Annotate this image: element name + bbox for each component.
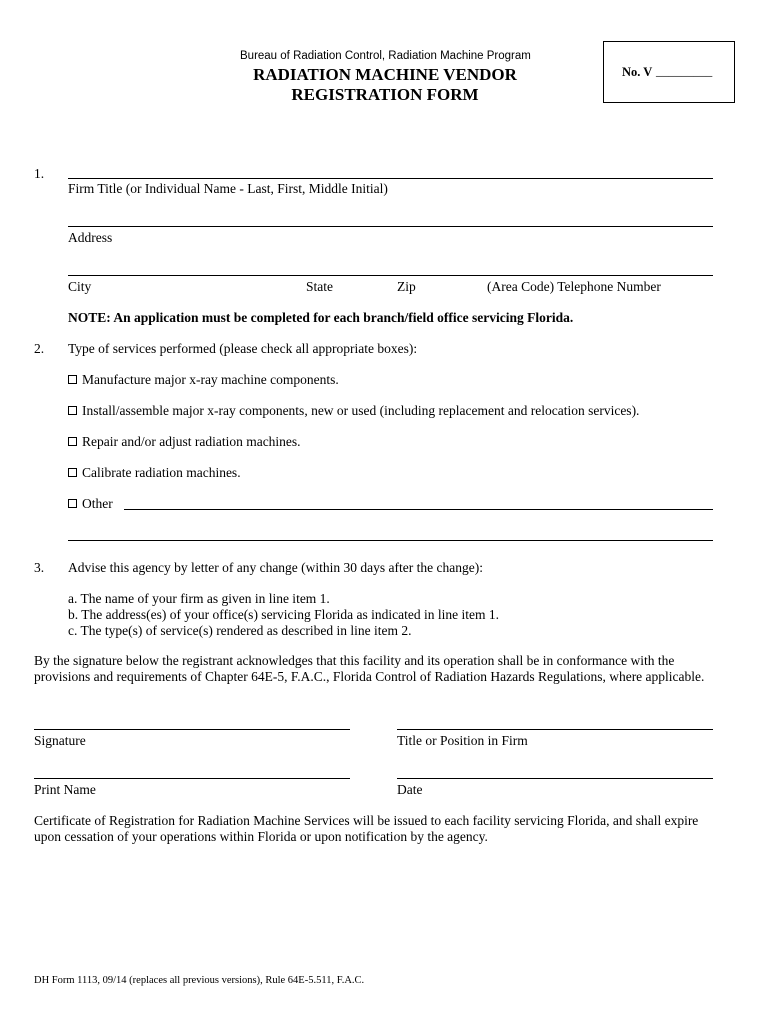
change-item-b: b. The address(es) of your office(s) servicing Florida as indicated in line item 1.	[68, 607, 500, 622]
phone-label: (Area Code) Telephone Number	[487, 279, 661, 294]
form-title-line1: RADIATION MACHINE VENDOR	[253, 65, 517, 84]
section-1-number: 1.	[34, 166, 45, 181]
address-label: Address	[68, 230, 113, 245]
signature-label: Signature	[34, 733, 86, 748]
acknowledgement-line2: provisions and requirements of Chapter 64E-5, F.A.C., Florida Control of Radiation Hazards Regulations, where applicable.	[34, 669, 705, 684]
date-input[interactable]	[397, 778, 713, 779]
service-option-calibrate[interactable]: Calibrate radiation machines.	[68, 465, 241, 481]
city-label: City	[68, 279, 92, 294]
print-name-input[interactable]	[34, 778, 350, 779]
change-notice-heading: Advise this agency by letter of any change (within 30 days after the change):	[68, 560, 483, 575]
city-state-zip-phone-input[interactable]	[68, 275, 713, 276]
service-option-other[interactable]: Other	[68, 496, 113, 512]
service-option-install[interactable]: Install/assemble major x-ray components, new or used (including replacement and relocation services).	[68, 403, 639, 419]
registration-number-label: No. V	[622, 65, 653, 79]
acknowledgement-line1: By the signature below the registrant acknowledges that this facility and its operation shall be in conformance with the	[34, 653, 675, 668]
section-2-number: 2.	[34, 341, 45, 356]
section-3-number: 3.	[34, 560, 45, 575]
certificate-line1: Certificate of Registration for Radiation Machine Services will be issued to each facility servicing Florida, and shall expire	[34, 813, 699, 828]
title-label: Title or Position in Firm	[397, 733, 528, 748]
firm-title-label: Firm Title (or Individual Name - Last, First, Middle Initial)	[68, 181, 388, 196]
checkbox-icon[interactable]	[68, 437, 77, 446]
address-input[interactable]	[68, 226, 713, 227]
date-label: Date	[397, 782, 423, 797]
service-option-manufacture[interactable]: Manufacture major x-ray machine components.	[68, 372, 339, 388]
form-footer: DH Form 1113, 09/14 (replaces all previous versions), Rule 64E-5.511, F.A.C.	[34, 975, 365, 986]
services-heading: Type of services performed (please check all appropriate boxes):	[68, 341, 418, 356]
form-title-line2: REGISTRATION FORM	[291, 85, 479, 104]
change-item-a: a. The name of your firm as given in line item 1.	[68, 591, 330, 606]
signature-input[interactable]	[34, 729, 350, 730]
bureau-name: Bureau of Radiation Control, Radiation Machine Program	[240, 50, 531, 62]
registration-number-field[interactable]: _________	[656, 64, 713, 78]
title-input[interactable]	[397, 729, 713, 730]
other-service-input[interactable]	[124, 509, 713, 510]
checkbox-icon[interactable]	[68, 375, 77, 384]
checkbox-icon[interactable]	[68, 406, 77, 415]
firm-title-input[interactable]	[68, 178, 713, 179]
change-item-c: c. The type(s) of service(s) rendered as described in line item 2.	[68, 623, 412, 638]
checkbox-icon[interactable]	[68, 468, 77, 477]
print-name-label: Print Name	[34, 782, 96, 797]
other-service-input-line2[interactable]	[68, 540, 713, 541]
zip-label: Zip	[397, 279, 416, 294]
branch-note: NOTE: An application must be completed for each branch/field office servicing Florida.	[68, 310, 574, 325]
state-label: State	[306, 279, 333, 294]
service-option-repair[interactable]: Repair and/or adjust radiation machines.	[68, 434, 301, 450]
certificate-line2: upon cessation of your operations within Florida or upon notification by the agency.	[34, 829, 488, 844]
checkbox-icon[interactable]	[68, 499, 77, 508]
